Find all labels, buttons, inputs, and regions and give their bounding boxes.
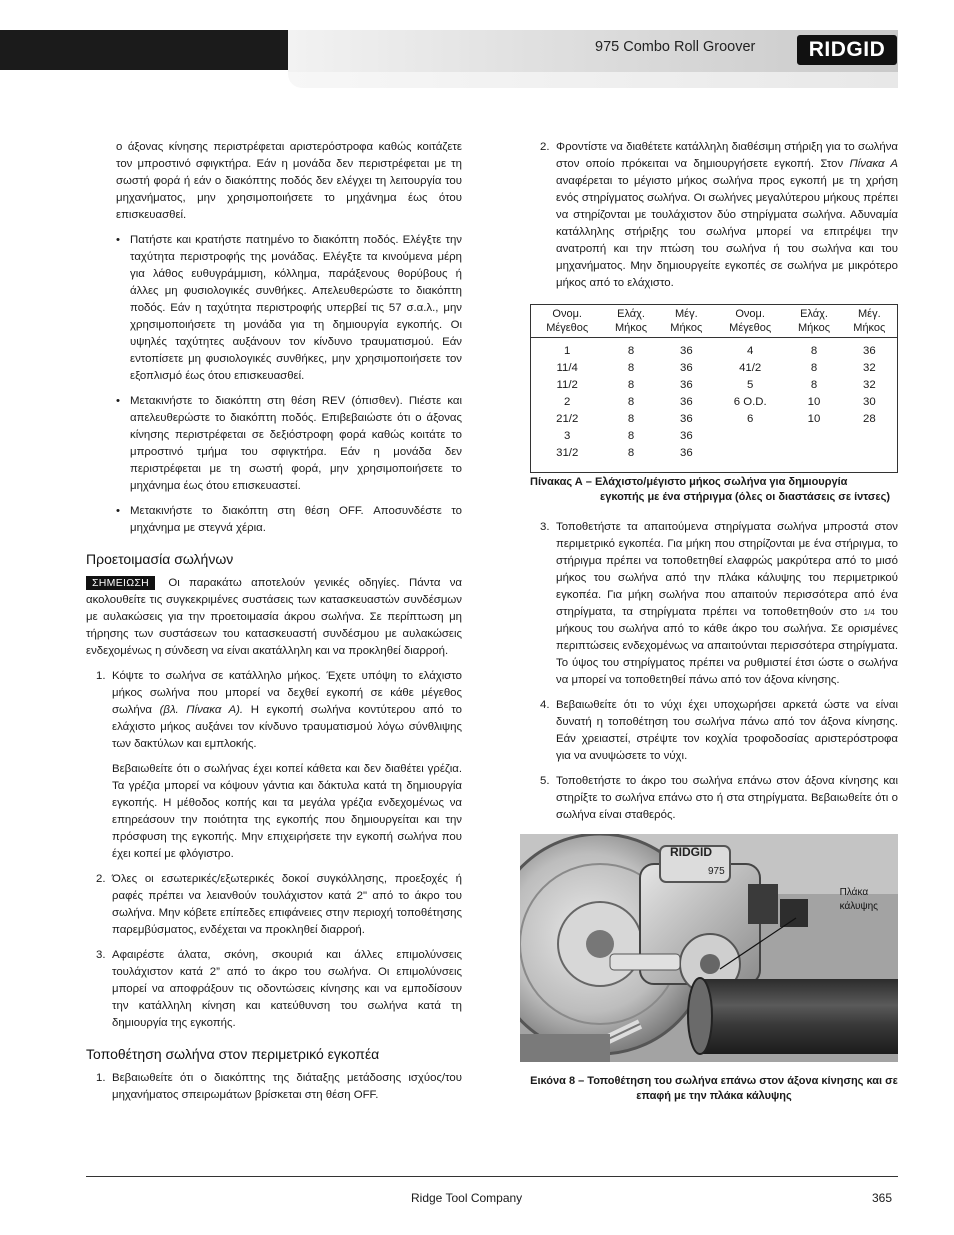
table-cell: 3 [564,430,571,442]
table-cell: 11/4 [556,362,578,374]
table-cell: 5 [747,379,754,391]
note-text: Οι παρακάτω αποτελούν γενικές οδηγίες. Πάντα να ακολουθείτε τις συγκεκριμένες συστάσεις των κατασκευαστών συνδέσμων με αυλακώσεις για την προετοιμασία άκρου σωλήνα. Σε περίπτωση μη τήρησης των συστάσεων του κατασκευαστή συνδέσμου με αυλακώσεις ενδεχομένως η σύνδεση να είναι ακατάλληλη και να προκληθεί διαρροή. [86,577,462,657]
header-title: 975 Combo Roll Groover [595,39,756,55]
table-cell [842,445,897,472]
table-cell: 36 [679,345,693,357]
cover-plate-callout: Πλάκα κάλυψης [839,887,878,912]
table-cell: 36 [679,447,693,459]
numbered-item-5: 5. Τοποθετήστε το άκρο του σωλήνα επάνω στον άξονα κίνησης και στηρίξτε το σωλήνα επάνω στο ή στα στηρίγματα. Βεβαιωθείτε ότι ο σωλήνα είναι σταθερός. [540,775,898,821]
table-cell: 21/2 [556,413,579,425]
table-cell: 11/2 [556,379,578,391]
bullet-item: • Πατήστε και κρατήστε πατημένο το διακόπτη ποδός. Ελέγξτε την ταχύτητα περιστροφής της μονάδας. Ελέγξτε τα κινούμενα μέρη για λάθος ευθυγράμμιση, κόλλημα, παράξενους θορύβους ή άλλες μη φυσιολογικές συνθήκες. Απελευθερώστε το διακόπτη ποδός. Εάν η ταχύτητα περιστροφής υπερβεί τις 57 σ.α.λ., μην χρησιμοποιήσετε τη μονάδα για τη δημιουργία εγκοπής. Οι υψηλές ταχύτητες αυξάνουν τον κίνδυνο τραυματισμού. Εάν εντοπίσετε μη φυσιολογικές συνθήκες, μην χρησιμοποιήσετε τον εξοπλισμό έως ότου επισκευασθεί. [116,234,462,382]
section-heading-pipe-mounting: Τοποθέτηση σωλήνα στον περιμετρικό εγκοπέα [86,1046,380,1062]
table-cell: 8 [627,362,635,374]
section-heading-pipe-prep: Προετοιμασία σωλήνων [86,551,234,567]
table-cell: 41/2 [739,362,762,374]
bullet-icon: • [116,395,120,407]
ridgid-logo: RIDGID [797,35,897,65]
header-black-bar [0,30,288,70]
table-cell: 8 [627,413,635,425]
numbered-item-4: 4. Βεβαιωθείτε ότι το νύχι έχει υποχωρήσει αρκετά ώστε να είναι δυνατή η τοποθέτηση του σωλήνα πάνω από τον άξονα κίνησης. Εάν χρειαστεί, στρέψτε τον κοχλία τροφοδοσίας αριστερόστροφα για να ανυψώσετε το νύχι. [540,699,898,762]
table-cell: 10 [807,413,821,425]
groover-illustration [520,834,898,1062]
numbered-item-3: 3. Τοποθετήστε τα απαιτούμενα στηρίγματα σωλήνα μπροστά στον περιμετρικό εγκοπέα. Για μήκη που στηρίζονται με ένα στήριγμα, το στήριγμα πρέπει να τοποθετηθεί ελαφρώς μακρύτερα από το μισό μήκος του σωλήνα από την πλάκα κάλυψης του περιμετρικού εγκοπέα. Για μήκη σωλήνα που απαιτούν περισσότερα από ένα στηρίγματα, τα στηρίγματα πρέπει να τοποθετηθούν στο 1/4 του μήκους του σωλήνα από το κάθε άκρο του σωλήνα. Σε ορισμένες περιπτώσεις ενδεχομένως να απαιτούνται περισσότερα στηρίγματα. Το ύψος του στηρίγματος πρέπει να ρυθμιστεί έτσι ώστε ο σωλήνα να μπορεί να τοποθετηθεί πάνω από τον άξονα κίνησης. [540,521,898,686]
table-row [531,428,897,445]
table-cell: 2 [564,396,571,408]
footer-rule [86,1176,898,1177]
table-row [531,338,897,361]
roll-groover-photo [520,834,898,1062]
table-cell: 36 [679,430,693,442]
numbered-item-3: 3. Αφαιρέστε άλατα, σκόνη, σκουριά και άλλες επιμολύνσεις τουλάχιστον κατά 2” από το άκρο του σωλήνα. Οι επιμολύνσεις μπορεί να αποφράξουν τις οδοντώσεις κίνησης και να εμποδίσουν την κατάλληλη κίνηση και κατεύθυνση του σωλήνα κατά τη δημιουργία της εγκοπής. [96,949,462,1029]
table-cell: 28 [862,413,876,425]
table-header-cell: Μέγ. Μήκος [842,305,897,338]
numbered-item-2: 2. Φροντίστε να διαθέτετε κατάλληλη διαθέσιμη στήριξη για το σωλήνα στον οποίο πρόκειται να δημιουργήσετε εγκοπή. Στον Πίνακα Α αναφέρεται το μέγιστο μήκος σωλήνα προς εγκοπή με τη χρήση ενός στηρίγματος σωλήνα. Οι σωλήνες μεγαλύτερου μήκους πρέπει να στηρίζονται με τουλάχιστον δύο στηρίγματα σωλήνα. Αδυναμία κατάλληλης στήριξης του σωλήνα μπορεί να επιτρέψει την ανατροπή και την πτώση του σωλήνα ή του σωλήνα και του μηχανήματος. Μην δημιουργείτε εγκοπές σε σωλήνα με μικρότερο μήκος από το ελάχιστο. [540,141,898,289]
table-cell: 1 [564,345,571,357]
table-cell: 10 [807,396,821,408]
table-header-cell: Ονομ. Μέγεθος [714,305,786,338]
numbered-item-1: 1. Κόψτε το σωλήνα σε κατάλληλο μήκος. Έχετε υπόψη το ελάχιστο μήκος σωλήνα που μπορεί να δεχθεί εγκοπή σε κάθε μέγεθος σωλήνα (βλ. Πίνακα Α). Η εγκοπή σωλήνα κοντύτερου από το ελάχιστο μήκος αυξάνει τον κίνδυνο τραυματισμού λόγω σύνθλιψης των δακτύλων και εμπλοκής. [96,670,463,750]
table-cell: 32 [862,362,876,374]
fraction: 1/4 [863,608,875,617]
table-cell: 6 [747,413,754,425]
table-header-cell: Ελάχ. Μήκος [603,305,658,338]
table-cell: 31/2 [556,447,579,459]
table-cell: 8 [627,379,635,391]
table-cell: 8 [810,362,818,374]
table-header-cell: Μέγ. Μήκος [659,305,714,338]
table-cell: 30 [862,396,876,408]
table-caption: Πίνακας Α – Ελάχιστο/μέγιστο μήκος σωλήνα για δημιουργία εγκοπής με ένα στήριγμα (όλες οι διαστάσεις σε ίντσες) [530,476,891,503]
table-cell: 32 [862,379,876,391]
page-number: 365 [872,1191,893,1205]
right-column [530,139,898,1104]
numbered-item-1: 1. Βεβαιωθείτε ότι ο διακόπτης της διάταξης μετάδοσης ισχύος/του μηχανήματος σπειρωμάτων βρίσκεται στη θέση OFF. [96,1072,462,1101]
table-row [531,411,897,428]
table-cell: 8 [627,447,635,459]
photo-brand-text: RIDGID [670,845,712,859]
table-cell: 8 [627,430,635,442]
intro-paragraph: ο άξονας κίνησης περιστρέφεται αριστερόστροφα καθώς κοιτάζετε τον μπροστινό σφιγκτήρα. Εάν η μονάδα δεν περιστρέφεται με τη σωστή φορά ή εάν ο διακόπτης ποδός δεν ελέγχει τη λειτουργία του μηχανήματος, μην χρησιμοποιήσετε το μηχάνημα έως ότου επισκευασθεί. [116,141,462,221]
figure-caption: Εικόνα 8 – Τοποθέτηση του σωλήνα επάνω στον άξονα κίνησης και σε επαφή με την πλάκα κάλυψης [530,1075,898,1102]
table-row [531,394,897,411]
table-row [531,360,897,377]
table-row [531,377,897,394]
table-cell: 36 [679,396,693,408]
bullet-icon: • [116,234,120,246]
table-cell: 36 [679,362,693,374]
table-cell: 36 [679,413,693,425]
table-header-cell: Ελάχ. Μήκος [786,305,841,338]
min-max-length-table [530,304,898,473]
table-cell [714,445,786,472]
bullet-item: • Μετακινήστε το διακόπτη στη θέση OFF. Αποσυνδέστε το μηχάνημα με στεγνά χέρια. [116,505,462,534]
table-cell [786,445,841,472]
note-label: ΣΗΜΕΙΩΣΗ [86,576,155,590]
table-cell [842,428,897,445]
table-cell [714,428,786,445]
table-cell: 4 [747,345,754,357]
header-under-bar [288,72,898,88]
table-cell: 6 O.D. [733,396,767,408]
table-cell [786,428,841,445]
bullet-icon: • [116,505,120,517]
table-cell: 8 [810,379,818,391]
left-column [86,139,462,1112]
table-cell: 8 [627,345,635,357]
table-cell: 36 [862,345,876,357]
footer-company: Ridge Tool Company [411,1191,523,1205]
bullet-item: • Μετακινήστε το διακόπτη στη θέση REV (όπισθεν). Πιέστε και απελευθερώστε το διακόπτη ποδός. Επιβεβαιώστε ότι ο άξονας κίνησης περιστρέφεται σε δεξιόστροφη φορά καθώς κοιτάτε το μπροστινό τμήμα του σφιγκτήρα. Εάν η μονάδα δεν περιστρέφεται με τη σωστή φορά, μην χρησιμοποιήσετε το μηχάνημα έως ότου επισκευαστεί. [116,395,462,492]
table-header-cell: Ονομ. Μέγεθος [531,305,603,338]
photo-model-text: 975 [708,866,725,877]
numbered-item-1-cont: Βεβαιωθείτε ότι ο σωλήνας έχει κοπεί κάθετα και δεν διαθέτει γρέζια. Τα γρέζια μπορεί να κόψουν γάντια και δάκτυλα κατά τη δημιουργία εγκοπής. Η μέθοδος κοπής και τα μεγάλα γρέζια ενδεχομένως να επηρεάσουν την ποιότητα της εγκοπής που δημιουργείται και την πρόσφυση της εγκοπής. Μην επιχειρήσετε την εγκοπή σωλήνα που έχει κοπεί με φλόγιστρο. [112,763,462,860]
numbered-item-2: 2. Όλες οι εσωτερικές/εξωτερικές δοκοί συγκόλλησης, προεξοχές ή ραφές πρέπει να λειανθούν τουλάχιστον κατά 2" από το άκρο του σωλήνα. Μην κόβετε επίπεδες επιφάνειες στην περιοχή τοποθέτησης παρεμβύσματος, ενδέχεται να προκληθεί διαρροή. [96,873,462,936]
table-cell: 8 [627,396,635,408]
table-cell: 36 [679,379,693,391]
note-paragraph [86,575,462,660]
table-row [531,445,897,472]
table-cell: 8 [810,345,818,357]
